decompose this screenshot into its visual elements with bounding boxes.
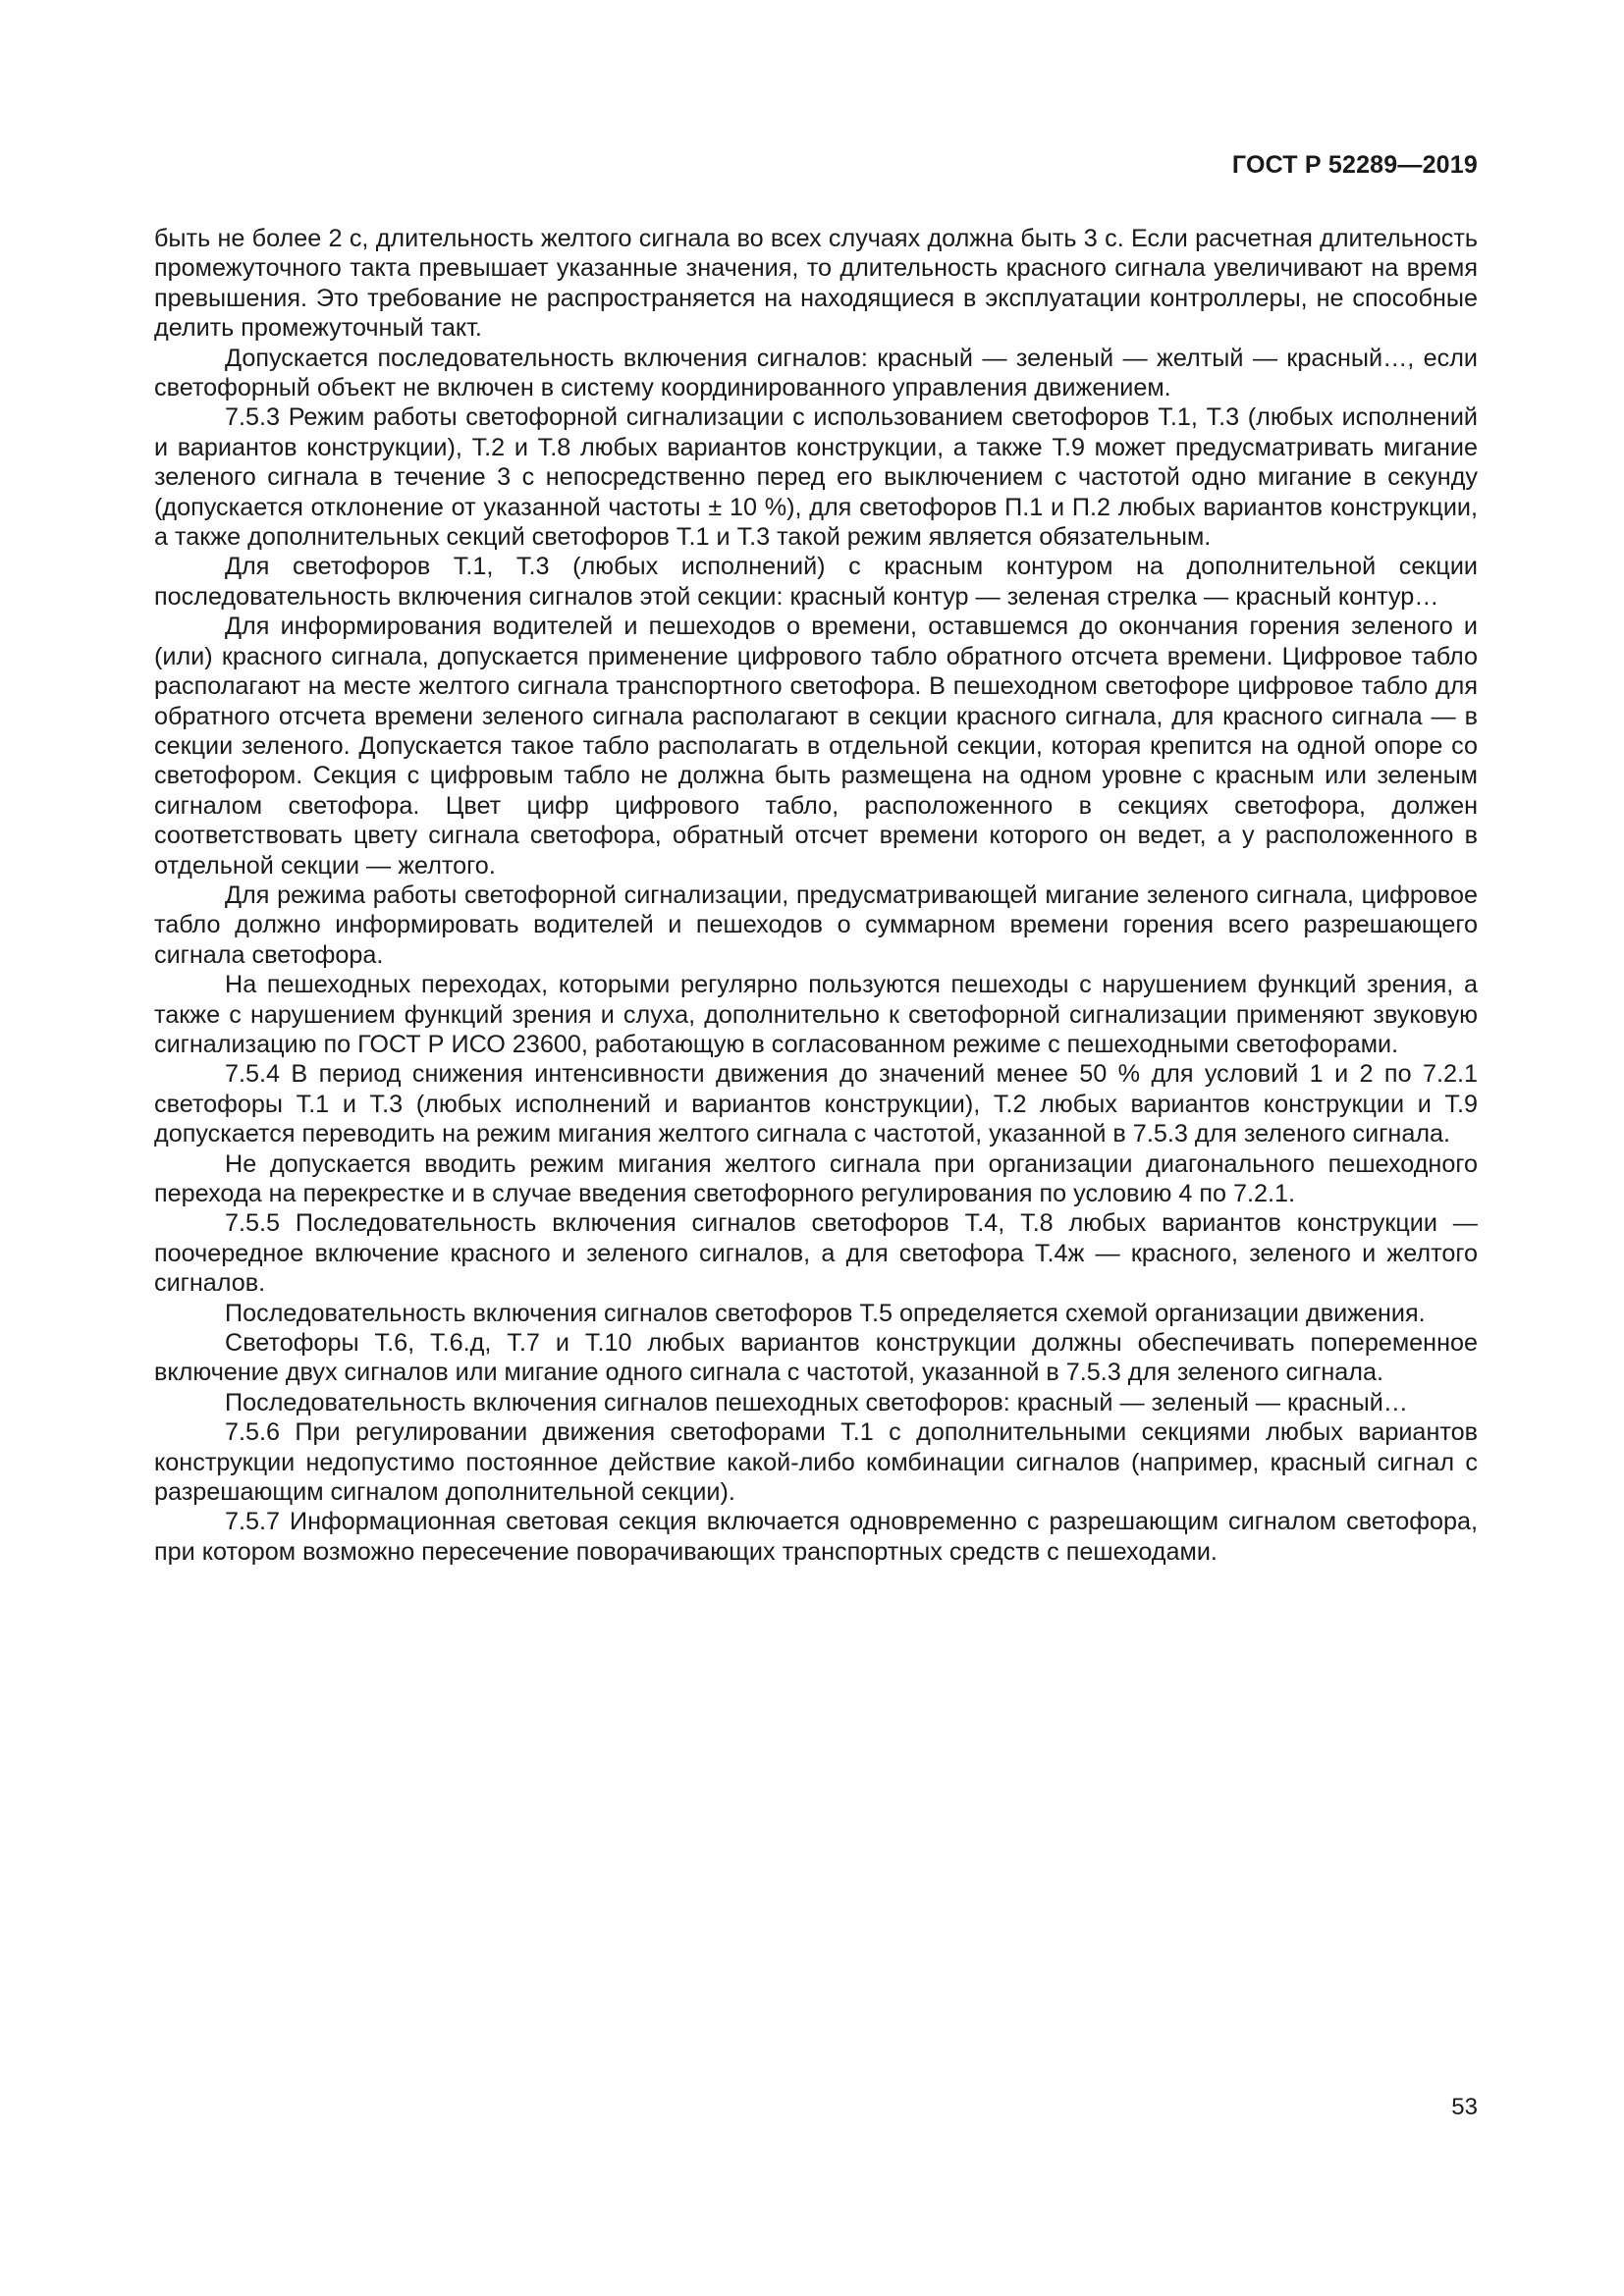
paragraph-countdown-display: Для информирования водителей и пешеходов о времени, оставшемся до окончания горения зеленого и (или) красного сигнала, допускается применение цифрового табло обратного отсчета времени. Цифровое табло располагают на месте желтого сигнала транспортного светофора. В пешеходном светофоре цифровое табло для обратного отсчета времени зеленого сигнала располагают в секции красного сигнала, для красного сигнала — в секции зеленого. Допускается такое табло располагать в отдельной секции, которая крепится на одной опоре со светофором. Секция с цифровым табло не должна быть размещена на одном уровне с красным или зеленым сигналом светофора. Цвет цифр цифрового табло, расположенного в секциях светофора, должен соответствовать цвету сигнала светофора, обратный отсчет времени которого он ведет, а у расположенного в отдельной секции — желтого. — [154, 613, 1478, 880]
paragraph-7-5-7: 7.5.7 Информационная световая секция включается одновременно с разрешающим сигналом светофора, при котором возможно пересечение поворачивающих транспортных средств с пешеходами. — [154, 1508, 1478, 1566]
paragraph-diagonal-crossing: Не допускается вводить режим мигания желтого сигнала при организации диагонального пешеходного перехода на перекрестке и в случае введения светофорного регулирования по условию 4 по 7.2.1. — [154, 1149, 1478, 1207]
paragraph-red-contour: Для светофоров Т.1, Т.3 (любых исполнений) с красным контуром на дополнительной секции последовательность включения сигналов этой секции: красный контур — зеленая стрелка — красный контур… — [154, 553, 1478, 611]
paragraph-t6-t10: Светофоры Т.6, Т.6.д, Т.7 и Т.10 любых вариантов конструкции должны обеспечивать попеременное включение двух сигналов или мигание одного сигнала с частотой, указанной в 7.5.3 для зеленого сигнала. — [154, 1329, 1478, 1387]
document-header: ГОСТ Р 52289—2019 — [1231, 151, 1478, 179]
paragraph-signal-sequence: Допускается последовательность включения сигналов: красный — зеленый — желтый — красный…, если светофорный объект не включен в систему координированного управления движением. — [154, 344, 1478, 402]
paragraph-blinking-mode: Для режима работы светофорной сигнализации, предусматривающей мигание зеленого сигнала, цифровое табло должно информировать водителей и пешеходов о суммарном времени горения всего разрешающего сигнала светофора. — [154, 881, 1478, 969]
paragraph-t5-sequence: Последовательность включения сигналов светофоров Т.5 определяется схемой организации движения. — [225, 1299, 1426, 1327]
document-body — [154, 224, 1478, 1567]
page-number: 53 — [1451, 2094, 1478, 2120]
paragraph-7-5-4: 7.5.4 В период снижения интенсивности движения до значений менее 50 % для условий 1 и 2 по 7.2.1 светофоры Т.1 и Т.3 (любых исполнений и вариантов конструкции), Т.2 любых вариантов конструкции и Т.9 допускается переводить на режим мигания желтого сигнала с частотой, указанной в 7.5.3 для зеленого сигнала. — [154, 1060, 1478, 1148]
paragraph-7-5-5: 7.5.5 Последовательность включения сигналов светофоров Т.4, Т.8 любых вариантов конструкции — поочередное включение красного и зеленого сигналов, а для светофора Т.4ж — красного, зеленого и желтого сигналов. — [154, 1209, 1478, 1298]
paragraph-continuation: быть не более 2 с, длительность желтого сигнала во всех случаях должна быть 3 с. Если расчетная длительность промежуточного такта превышает указанные значения, то длительность красного сигнала увеличивают на время превышения. Это требование не распространяется на находящиеся в эксплуатации контроллеры, не способные делить промежуточный такт. — [154, 225, 1478, 343]
paragraph-7-5-6: 7.5.6 При регулировании движения светофорами Т.1 с дополнительными секциями любых вариантов конструкции недопустимо постоянное действие какой-либо комбинации сигналов (например, красный сигнал с разрешающим сигналом дополнительной секции). — [154, 1418, 1478, 1507]
paragraph-sound-signals: На пешеходных переходах, которыми регулярно пользуются пешеходы с нарушением функций зрения, а также с нарушением функций зрения и слуха, дополнительно к светофорной сигнализации применяют звуковую сигнализацию по ГОСТ Р ИСО 23600, работающую в согласованном режиме с пешеходными светофорами. — [154, 971, 1478, 1058]
paragraph-pedestrian-sequence: Последовательность включения сигналов пешеходных светофоров: красный — зеленый — красный… — [225, 1388, 1408, 1416]
paragraph-7-5-3: 7.5.3 Режим работы светофорной сигнализации с использованием светофоров Т.1, Т.3 (любых исполнений и вариантов конструкции), Т.2 и Т.8 любых вариантов конструкции, а также Т.9 может предусматривать мигание зеленого сигнала в течение 3 с непосредственно перед его выключением с частотой одно мигание в секунду (допускается отклонение от указанной частоты ± 10 %), для светофоров П.1 и П.2 любых вариантов конструкции, а также дополнительных секций светофоров Т.1 и Т.3 такой режим является обязательным. — [154, 403, 1478, 552]
